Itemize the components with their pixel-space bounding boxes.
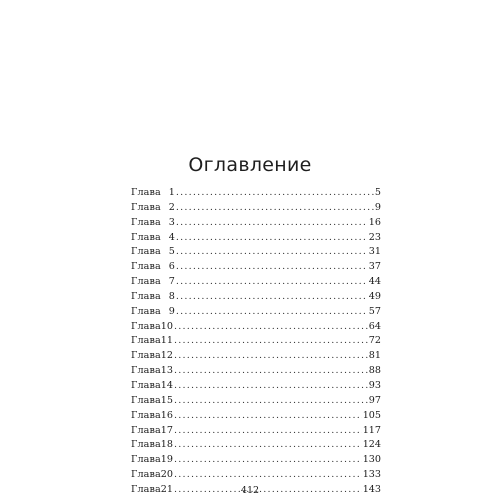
chapter-number: 8 [168,290,175,302]
toc-entry [131,364,381,379]
chapter-number: 7 [168,276,175,288]
chapter-number: 4 [168,231,175,243]
chapter-number: 6 [168,261,175,273]
page-number: 93 [368,379,381,391]
page-number: 105 [362,409,381,421]
dot-leader [176,275,368,290]
chapter-number: 13 [160,365,174,377]
dot-leader [176,201,374,216]
toc-entry [131,305,381,320]
chapter-label: Глава [131,454,161,466]
toc-entry [131,260,381,275]
page-number: 37 [368,261,381,273]
chapter-label: Глава [131,246,161,258]
chapter-label: Глава [131,409,161,421]
toc-entry [131,334,381,349]
page-number: 31 [368,246,381,258]
toc-entry [131,320,381,335]
dot-leader [174,424,362,439]
chapter-number: 2 [168,201,175,213]
chapter-number: 15 [160,394,174,406]
dot-leader [176,305,368,320]
toc-entry [131,438,381,453]
page-number: 97 [368,394,381,406]
table-of-contents [131,186,381,498]
chapter-number: 19 [160,454,174,466]
dot-leader [174,409,362,424]
toc-entry [131,468,381,483]
chapter-label: Глава [131,483,161,495]
chapter-label: Глава [131,290,161,302]
toc-entry [131,245,381,260]
toc-entry [131,290,381,305]
chapter-label: Глава [131,379,161,391]
chapter-number: 16 [160,409,174,421]
page-number: 49 [368,290,381,302]
page-number: 44 [368,276,381,288]
chapter-number: 5 [168,246,175,258]
chapter-number: 14 [160,379,174,391]
page-number: 124 [362,439,381,451]
chapter-number: 9 [168,305,175,317]
dot-leader [176,290,368,305]
page-number: 9 [374,201,381,213]
dot-leader [176,231,368,246]
dot-leader [174,453,362,468]
chapter-number: 12 [160,350,174,362]
dot-leader [176,216,368,231]
toc-entry [131,349,381,364]
dot-leader [174,349,368,364]
page-number: 88 [368,365,381,377]
page-number: 117 [362,424,381,436]
dot-leader [174,438,362,453]
page-number: 5 [374,187,381,198]
toc-entry [131,201,381,216]
chapter-label: Глава [131,350,161,362]
chapter-label: Глава [131,439,161,451]
page-number: 130 [362,454,381,466]
toc-entry [131,231,381,246]
page-number: 133 [362,469,381,481]
page-number: 72 [368,335,381,347]
chapter-label: Глава [131,469,161,481]
toc-title: Оглавление [188,154,312,176]
chapter-number: 18 [160,439,174,451]
toc-entry [131,216,381,231]
chapter-label: Глава [131,187,161,198]
dot-leader [176,260,368,275]
chapter-label: Глава [131,424,161,436]
page-number: 64 [368,320,381,332]
toc-entry [131,186,381,201]
chapter-label: Глава [131,216,161,228]
chapter-number: 10 [160,320,174,332]
dot-leader [176,186,374,201]
chapter-label: Глава [131,201,161,213]
toc-entry [131,424,381,439]
toc-entry [131,409,381,424]
toc-entry [131,379,381,394]
chapter-number: 11 [160,335,174,347]
chapter-label: Глава [131,231,161,243]
page-number: 16 [368,216,381,228]
chapter-label: Глава [131,365,161,377]
toc-entry [131,394,381,409]
page-number: 143 [362,483,381,495]
page-folio: 412 [240,485,260,496]
dot-leader [176,245,368,260]
dot-leader [174,394,368,409]
dot-leader [174,379,368,394]
chapter-number: 17 [160,424,174,436]
dot-leader [174,468,362,483]
chapter-number: 1 [168,187,175,198]
page-number: 23 [368,231,381,243]
chapter-number: 20 [160,469,174,481]
dot-leader [174,364,368,379]
page-number: 81 [368,350,381,362]
page-number: 57 [368,305,381,317]
dot-leader [174,334,368,349]
chapter-label: Глава [131,261,161,273]
chapter-label: Глава [131,305,161,317]
toc-entry [131,275,381,290]
chapter-label: Глава [131,320,161,332]
chapter-label: Глава [131,276,161,288]
toc-entry [131,453,381,468]
dot-leader [174,320,368,335]
chapter-number: 21 [160,483,174,495]
chapter-label: Глава [131,335,161,347]
chapter-label: Глава [131,394,161,406]
chapter-number: 3 [168,216,175,228]
